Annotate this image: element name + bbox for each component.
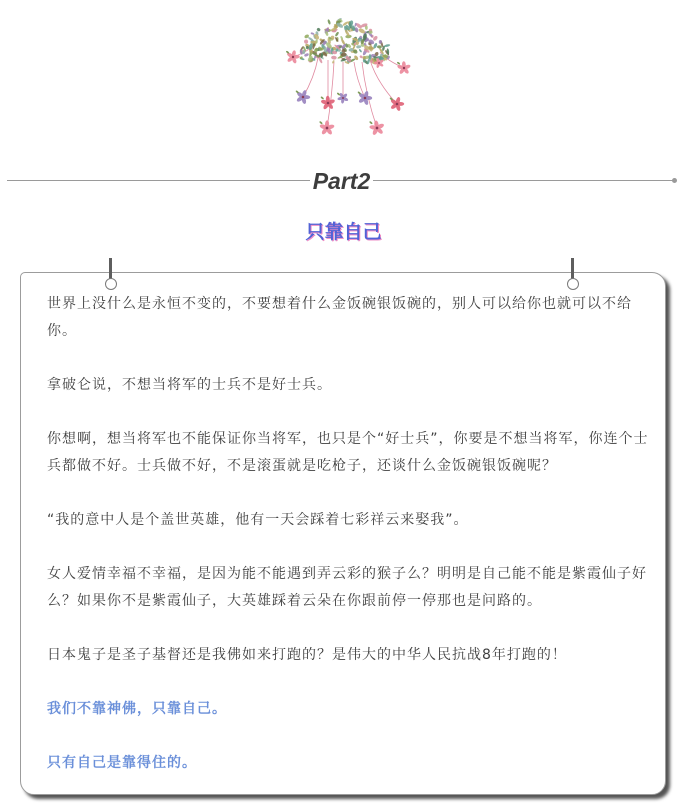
flower-center — [378, 62, 380, 64]
flower-center — [302, 96, 305, 99]
flower-center — [376, 127, 379, 130]
hanger-ring-icon — [567, 278, 579, 290]
flower — [320, 96, 335, 110]
flower — [369, 120, 385, 136]
flower-center — [327, 102, 330, 105]
hanging-flowers-icon — [270, 8, 420, 156]
flower-center — [364, 97, 367, 100]
foliage-leaf — [377, 45, 382, 48]
flower-leaf — [320, 96, 324, 100]
flower-center — [342, 97, 344, 99]
flower-center — [292, 56, 294, 58]
foliage — [299, 17, 390, 65]
flower-leaf — [369, 121, 373, 125]
hanger-bar — [109, 258, 112, 279]
paragraph: “我的意中人是个盖世英雄，他有一天会踩着七彩祥云来娶我”。 — [47, 512, 469, 528]
flower — [295, 90, 310, 105]
paragraph: 日本鬼子是圣子基督还是我佛如来打跑的？是伟大的中华人民抗战8年打跑的！ — [47, 647, 567, 663]
foliage-leaf — [356, 45, 361, 49]
hanger-ring-icon — [105, 278, 117, 290]
flower-center — [403, 67, 405, 69]
highlight-paragraph: 我们不靠神佛，只靠自己。 — [47, 701, 227, 717]
flower — [286, 50, 300, 64]
foliage-leaf — [335, 31, 340, 37]
flower-leaf — [319, 121, 323, 125]
foliage-leaf — [384, 44, 390, 48]
content-card — [20, 272, 666, 795]
foliage-leaf — [304, 39, 309, 44]
foliage-leaf — [327, 19, 331, 25]
foliage-leaf — [359, 49, 363, 53]
paragraph: 世界上没什么是永恒不变的，不要想着什么金饭碗银饭碗的，别人可以给你也就可以不给你。 — [47, 296, 632, 339]
flower-center — [396, 103, 399, 106]
paragraph: 女人爱情幸福不幸福，是因为能不能遇到弄云彩的猴子么？明明是自己能不能是紫霞仙子好么？如果你不是紫霞仙子，大英雄踩着云朵在你跟前停一停那也是问路的。 — [47, 566, 647, 609]
hanger-bar — [571, 258, 574, 279]
section-label: Part2 — [310, 168, 374, 194]
highlight-paragraph: 只有自己是靠得住的。 — [47, 755, 197, 771]
flower-stem — [370, 60, 397, 104]
paragraph: 你想啊，想当将军也不能保证你当将军，也只是个“好士兵”，你要是不想当将军，你连个士兵都做不好。士兵做不好，不是滚蛋就是吃枪子，还谈什么金饭碗银饭碗呢？ — [47, 431, 649, 474]
paragraph: 拿破仑说，不想当将军的士兵不是好士兵。 — [47, 377, 332, 393]
flower-center — [326, 127, 329, 130]
foliage-leaf — [331, 56, 337, 60]
foliage-leaf — [332, 60, 335, 64]
flower — [389, 97, 404, 112]
flower — [319, 120, 335, 135]
section-label-wrap — [0, 167, 683, 195]
section-title: 只靠自己 — [305, 221, 382, 243]
flower — [397, 61, 411, 75]
